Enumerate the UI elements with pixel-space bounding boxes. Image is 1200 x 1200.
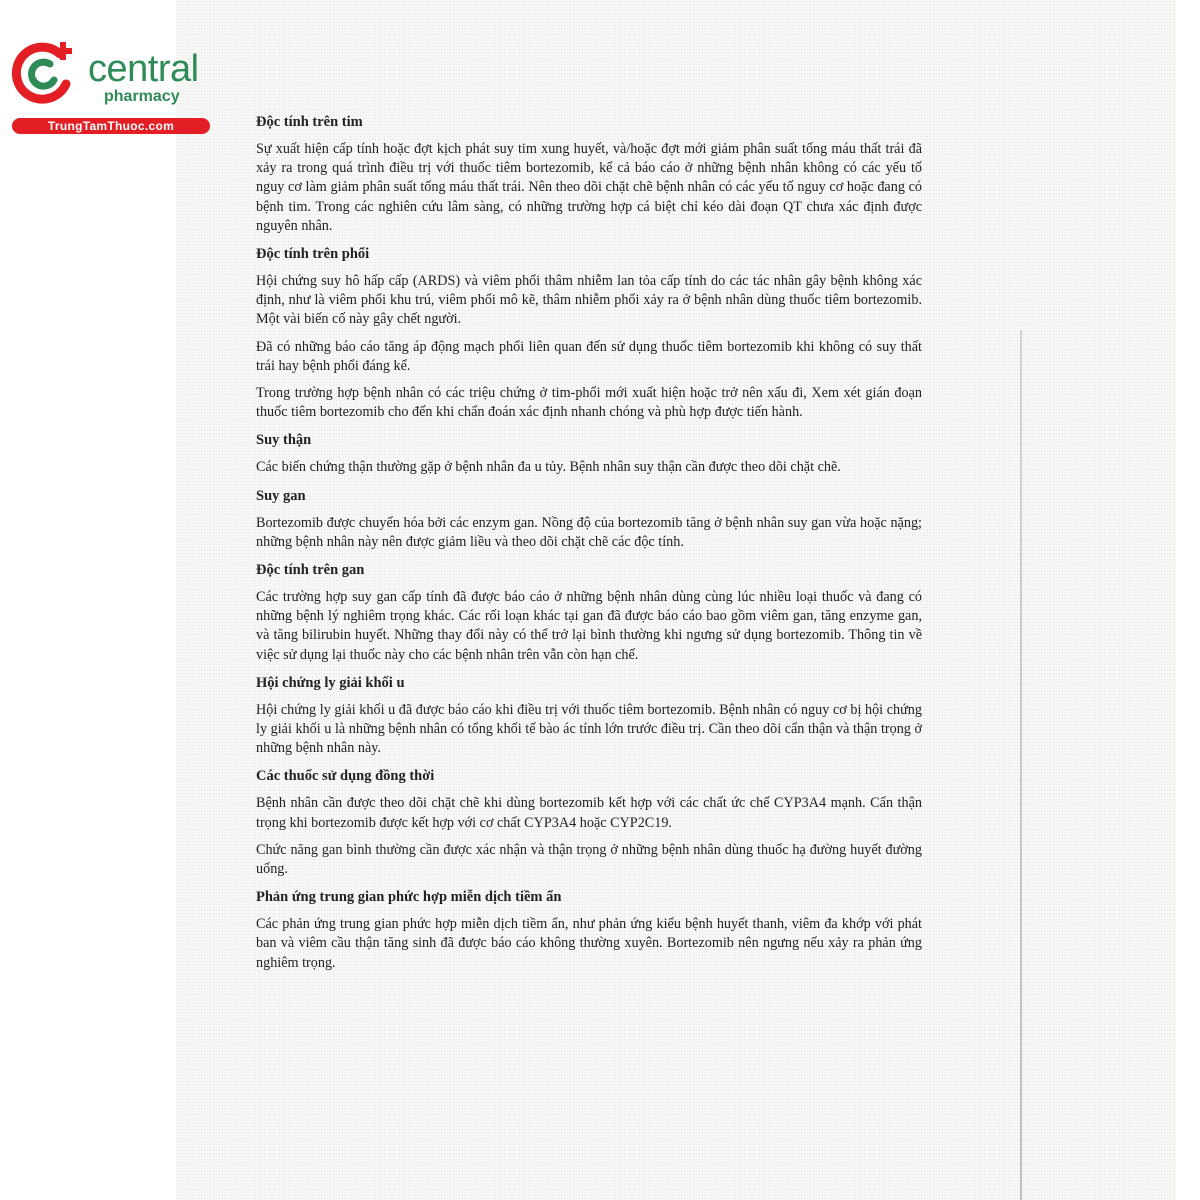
paragraph: Bệnh nhân cần được theo dõi chặt chẽ khi dùng bortezomib kết hợp với các chất ức chế CYP3A4 mạnh. Cẩn thận trọng khi bortezomib được kết hợp với cơ chất CYP3A4 hoặc CYP2C19. <box>256 795 922 831</box>
paragraph: Trong trường hợp bệnh nhân có các triệu chứng ở tim-phổi mới xuất hiện hoặc trở nên xấu đi, Xem xét gián đoạn thuốc tiêm bortezomib cho đến khi chẩn đoán xác định nhanh chóng và phù hợp được tiến hành. <box>256 385 922 421</box>
section-heading: Suy thận <box>256 432 312 449</box>
logo-sub-text: pharmacy <box>104 88 180 105</box>
section-hepatotoxicity <box>256 560 922 665</box>
section-heading: Hội chứng ly giải khối u <box>256 674 405 691</box>
paragraph: Sự xuất hiện cấp tính hoặc đợt kịch phát suy tim xung huyết, và/hoặc đợt mới giảm phân suất tống máu thất trái đã xảy ra trong quá trình điều trị với thuốc tiêm bortezomib, kể cả báo cáo ở những bệnh nhân không có các yếu tố nguy cơ làm giảm phân suất tống máu thất trái. Nên theo dõi chặt chẽ bệnh nhân có các yếu tố nguy cơ hoặc đang có bệnh tim. Trong các nghiên cứu lâm sàng, có những trường hợp cá biệt chỉ kéo dài đoạn QT chưa xác định được nguyên nhân. <box>256 141 922 234</box>
section-renal <box>256 430 922 477</box>
section-hepatic-impairment <box>256 486 922 552</box>
paragraph: Đã có những báo cáo tăng áp động mạch phổi liên quan đến sử dụng thuốc tiêm bortezomib khi không có suy thất trái hay bệnh phổi đáng kể. <box>256 338 922 374</box>
section-tumor-lysis <box>256 673 922 759</box>
logo-website-banner: TrungTamThuoc.com <box>12 118 210 134</box>
section-heading: Phản ứng trung gian phức hợp miễn dịch tiềm ẩn <box>256 889 562 906</box>
paragraph: Bortezomib được chuyển hóa bởi các enzym gan. Nồng độ của bortezomib tăng ở bệnh nhân suy gan vừa hoặc nặng; những bệnh nhân này nên được giảm liều và theo dõi chặt chẽ các độc tính. <box>256 514 922 550</box>
section-concomitant-drugs <box>256 766 922 879</box>
section-heading: Độc tính trên gan <box>256 562 365 579</box>
paragraph: Hội chứng ly giải khối u đã được báo cáo khi điều trị với thuốc tiêm bortezomib. Bệnh nhân có nguy cơ bị hội chứng ly giải khối u là những bệnh nhân có tổng khối tế bào ác tính lớn trước điều trị. Cần theo dõi cẩn thận và thận trọng ở những bệnh nhân này. <box>256 701 922 757</box>
pharmacy-cross-icon <box>10 38 80 108</box>
paragraph: Chức năng gan bình thường cần được xác nhận và thận trọng ở những bệnh nhân dùng thuốc hạ đường huyết đường uống. <box>256 841 922 878</box>
section-cardiac <box>256 112 922 236</box>
section-heading: Độc tính trên tim <box>256 114 363 130</box>
section-heading: Suy gan <box>256 487 306 504</box>
page-edge-shadow <box>1020 330 1022 1200</box>
central-pharmacy-logo <box>10 36 215 136</box>
document-body <box>256 112 922 981</box>
section-immune-complex <box>256 887 922 973</box>
section-heading: Các thuốc sử dụng đồng thời <box>256 768 435 785</box>
paragraph: Hội chứng suy hô hấp cấp (ARDS) và viêm phổi thâm nhiễm lan tỏa cấp tính do các tác nhân gây bệnh không xác định, như là viêm phổi khu trú, viêm phổi mô kẽ, thâm nhiễm phổi xảy ra ở bệnh nhân dùng thuốc tiêm bortezomib. Một vài biến cố này gây chết người. <box>256 273 922 328</box>
paragraph: Các trường hợp suy gan cấp tính đã được báo cáo ở những bệnh nhân dùng cùng lúc nhiều loại thuốc và đang có những bệnh lý nghiêm trọng khác. Các rối loạn khác tại gan đã được báo cáo bao gồm viêm gan, tăng enzyme gan, và tăng bilirubin huyết. Những thay đổi này có thể trở lại bình thường khi ngưng sử dụng bortezomib. Thông tin về việc sử dụng lại thuốc này cho các bệnh nhân trên vẫn còn hạn chế. <box>256 589 922 663</box>
paragraph: Các biến chứng thận thường gặp ở bệnh nhân đa u tủy. Bệnh nhân suy thận cần được theo dõi chặt chẽ. <box>256 459 841 476</box>
section-pulmonary <box>256 244 922 422</box>
logo-brand-text: central <box>88 48 199 90</box>
paragraph: Các phản ứng trung gian phức hợp miễn dịch tiềm ẩn, như phản ứng kiểu bệnh huyết thanh, viêm đa khớp với phát ban và viêm cầu thận tăng sinh đã được báo cáo không thường xuyên. Bortezomib nên ngưng nếu xảy ra phản ứng nghiêm trọng. <box>256 916 922 971</box>
section-heading: Độc tính trên phổi <box>256 246 370 263</box>
